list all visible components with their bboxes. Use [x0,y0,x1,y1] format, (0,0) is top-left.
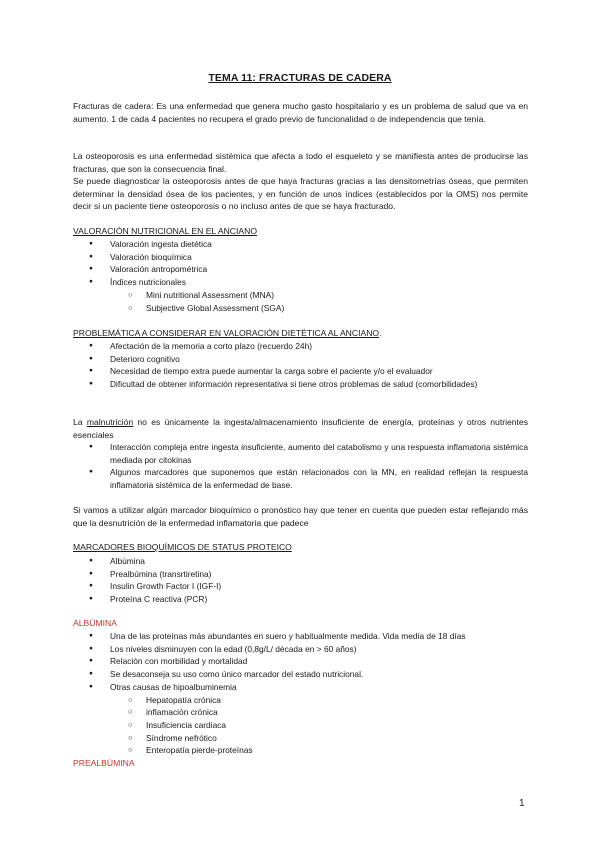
indices-sublist [110,289,528,314]
text-run: La [73,417,87,427]
list-item [73,681,528,757]
hipoalbuminemia-causes-sublist [110,694,528,758]
intro-paragraph-osteoporosis: La osteoporosis es una enfermedad sistémica que afecta a todo el esqueleto y se manifiesta antes de producirse las fracturas, que son la consecuencia final. [73,151,528,174]
section-heading-prealbumina: PREALBÚMINA [73,758,135,768]
sublist-item: ○ Enteropatía pierde-proteínas [110,744,528,757]
intro-paragraph-hip-fracture: Fracturas de cadera: Es una enfermedad que genera mucho gasto hospitalario y es un problema de salud que va en aumento. 1 de cada 4 pacientes no recupera el grado previo de funcionalidad o de independencia que tenía. [73,101,528,124]
sublist-item: ○ Hepatopatía crónica [110,694,528,707]
albumina-list [73,630,528,757]
section-heading-marcadores: MARCADORES BIOQUÍMICOS DE STATUS PROTEICO [73,542,292,552]
list-item-label: Índices nutricionales [110,277,186,288]
document-title: TEMA 11: FRACTURAS DE CADERA [208,72,392,84]
text-run: no es únicamente la ingesta/almacenamiento insuficiente de energía, proteínas y otros nutrientes esenciales [73,417,529,440]
section-heading-valoracion: VALORACIÓN NUTRICIONAL EN EL ANCIANO [73,226,258,236]
list-item: ● Necesidad de tiempo extra puede aumentar la carga sobre el paciente y/o el evaluador [73,365,528,378]
list-item: ● Valoración ingesta dietética [73,238,528,251]
list-item: ● Afectación de la memoria a corto plazo (recuerdo 24h) [73,340,528,353]
list-item: ● Prealbúmina (transrtiretina) [73,568,528,581]
problematica-heading-text: PROBLEMÁTICA A CONSIDERAR EN VALORACIÓN DIETÉTICA AL ANCIANO [73,328,380,338]
sublist-item: ○ inflamación crónica [110,706,528,719]
list-item: ● Relación con morbilidad y mortalidad [73,655,528,668]
section-heading-problematica [73,327,528,340]
list-item: ● Los niveles disminuyen con la edad (0,8g/L/ década en > 60 años) [73,643,528,656]
valoracion-list [73,238,528,314]
intro-paragraph-diagnosis: Se puede diagnosticar la osteoporosis antes de que haya fracturas gracias a las densitometrías óseas, que permiten determinar la densidad ósea de los pacientes, y en función de unos índices (establecidos por la OMS) nos permite decir si un paciente tiene osteoporosis o no incluso antes de que se haya fracturado. [73,176,528,212]
marcadores-list [73,555,528,606]
malnutricion-paragraph [73,416,528,441]
sublist-item: ○ Síndrome nefrótico [110,732,528,745]
list-item: ● Valoración antropométrica [73,263,528,276]
sublist-item: ○ Mini nutritional Assessment (MNA) [110,289,528,302]
malnutricion-term: malnutrición [86,417,134,427]
list-item: ● Se desaconseja su uso como único marcador del estado nutricional. [73,668,528,681]
malnutricion-list [73,441,528,492]
marcador-note-paragraph: Si vamos a utilizar algún marcador bioquímico o pronóstico hay que tener en cuenta que pueden estar reflejando más que la desnutrición de la enfermedad inflamatoria que padece [73,505,528,528]
list-item: ● Algunos marcadores que suponemos que están relacionados con la MN, en realidad reflejan la respuesta inflamatoria sistémica de la enfermedad de base. [73,466,528,491]
list-item [73,276,528,314]
sublist-item: ○ Subjective Global Assessment (SGA) [110,302,528,315]
list-item: ● Albúmina [73,555,528,568]
list-item: ● Interacción compleja entre ingesta insuficiente, aumento del catabolismo y una respuesta inflamatoria sistémica mediada por citokinas [73,441,528,466]
list-item: ● Proteína C reactiva (PCR) [73,593,528,606]
list-item: ● Dificultad de obtener información representativa si tiene otros problemas de salud (comorbilidades) [73,378,528,391]
problematica-list [73,340,528,391]
problematica-heading-period: . [379,328,382,338]
sublist-item: ○ Insuficiencia cardiaca [110,719,528,732]
list-item: ● Insulin Growth Factor I (IGF-I) [73,580,528,593]
list-item: ● Valoración bioquímica [73,251,528,264]
section-heading-albumina: ALBÚMINA [73,618,117,628]
list-item-label: Otras causas de hipoalbuminemia [110,681,237,692]
page-number: 1 [519,798,525,809]
list-item: ● Una de las proteínas más abundantes en suero y habitualmente medida. Vida media de 18 días [73,630,528,643]
list-item: ● Deterioro cognitivo [73,353,528,366]
